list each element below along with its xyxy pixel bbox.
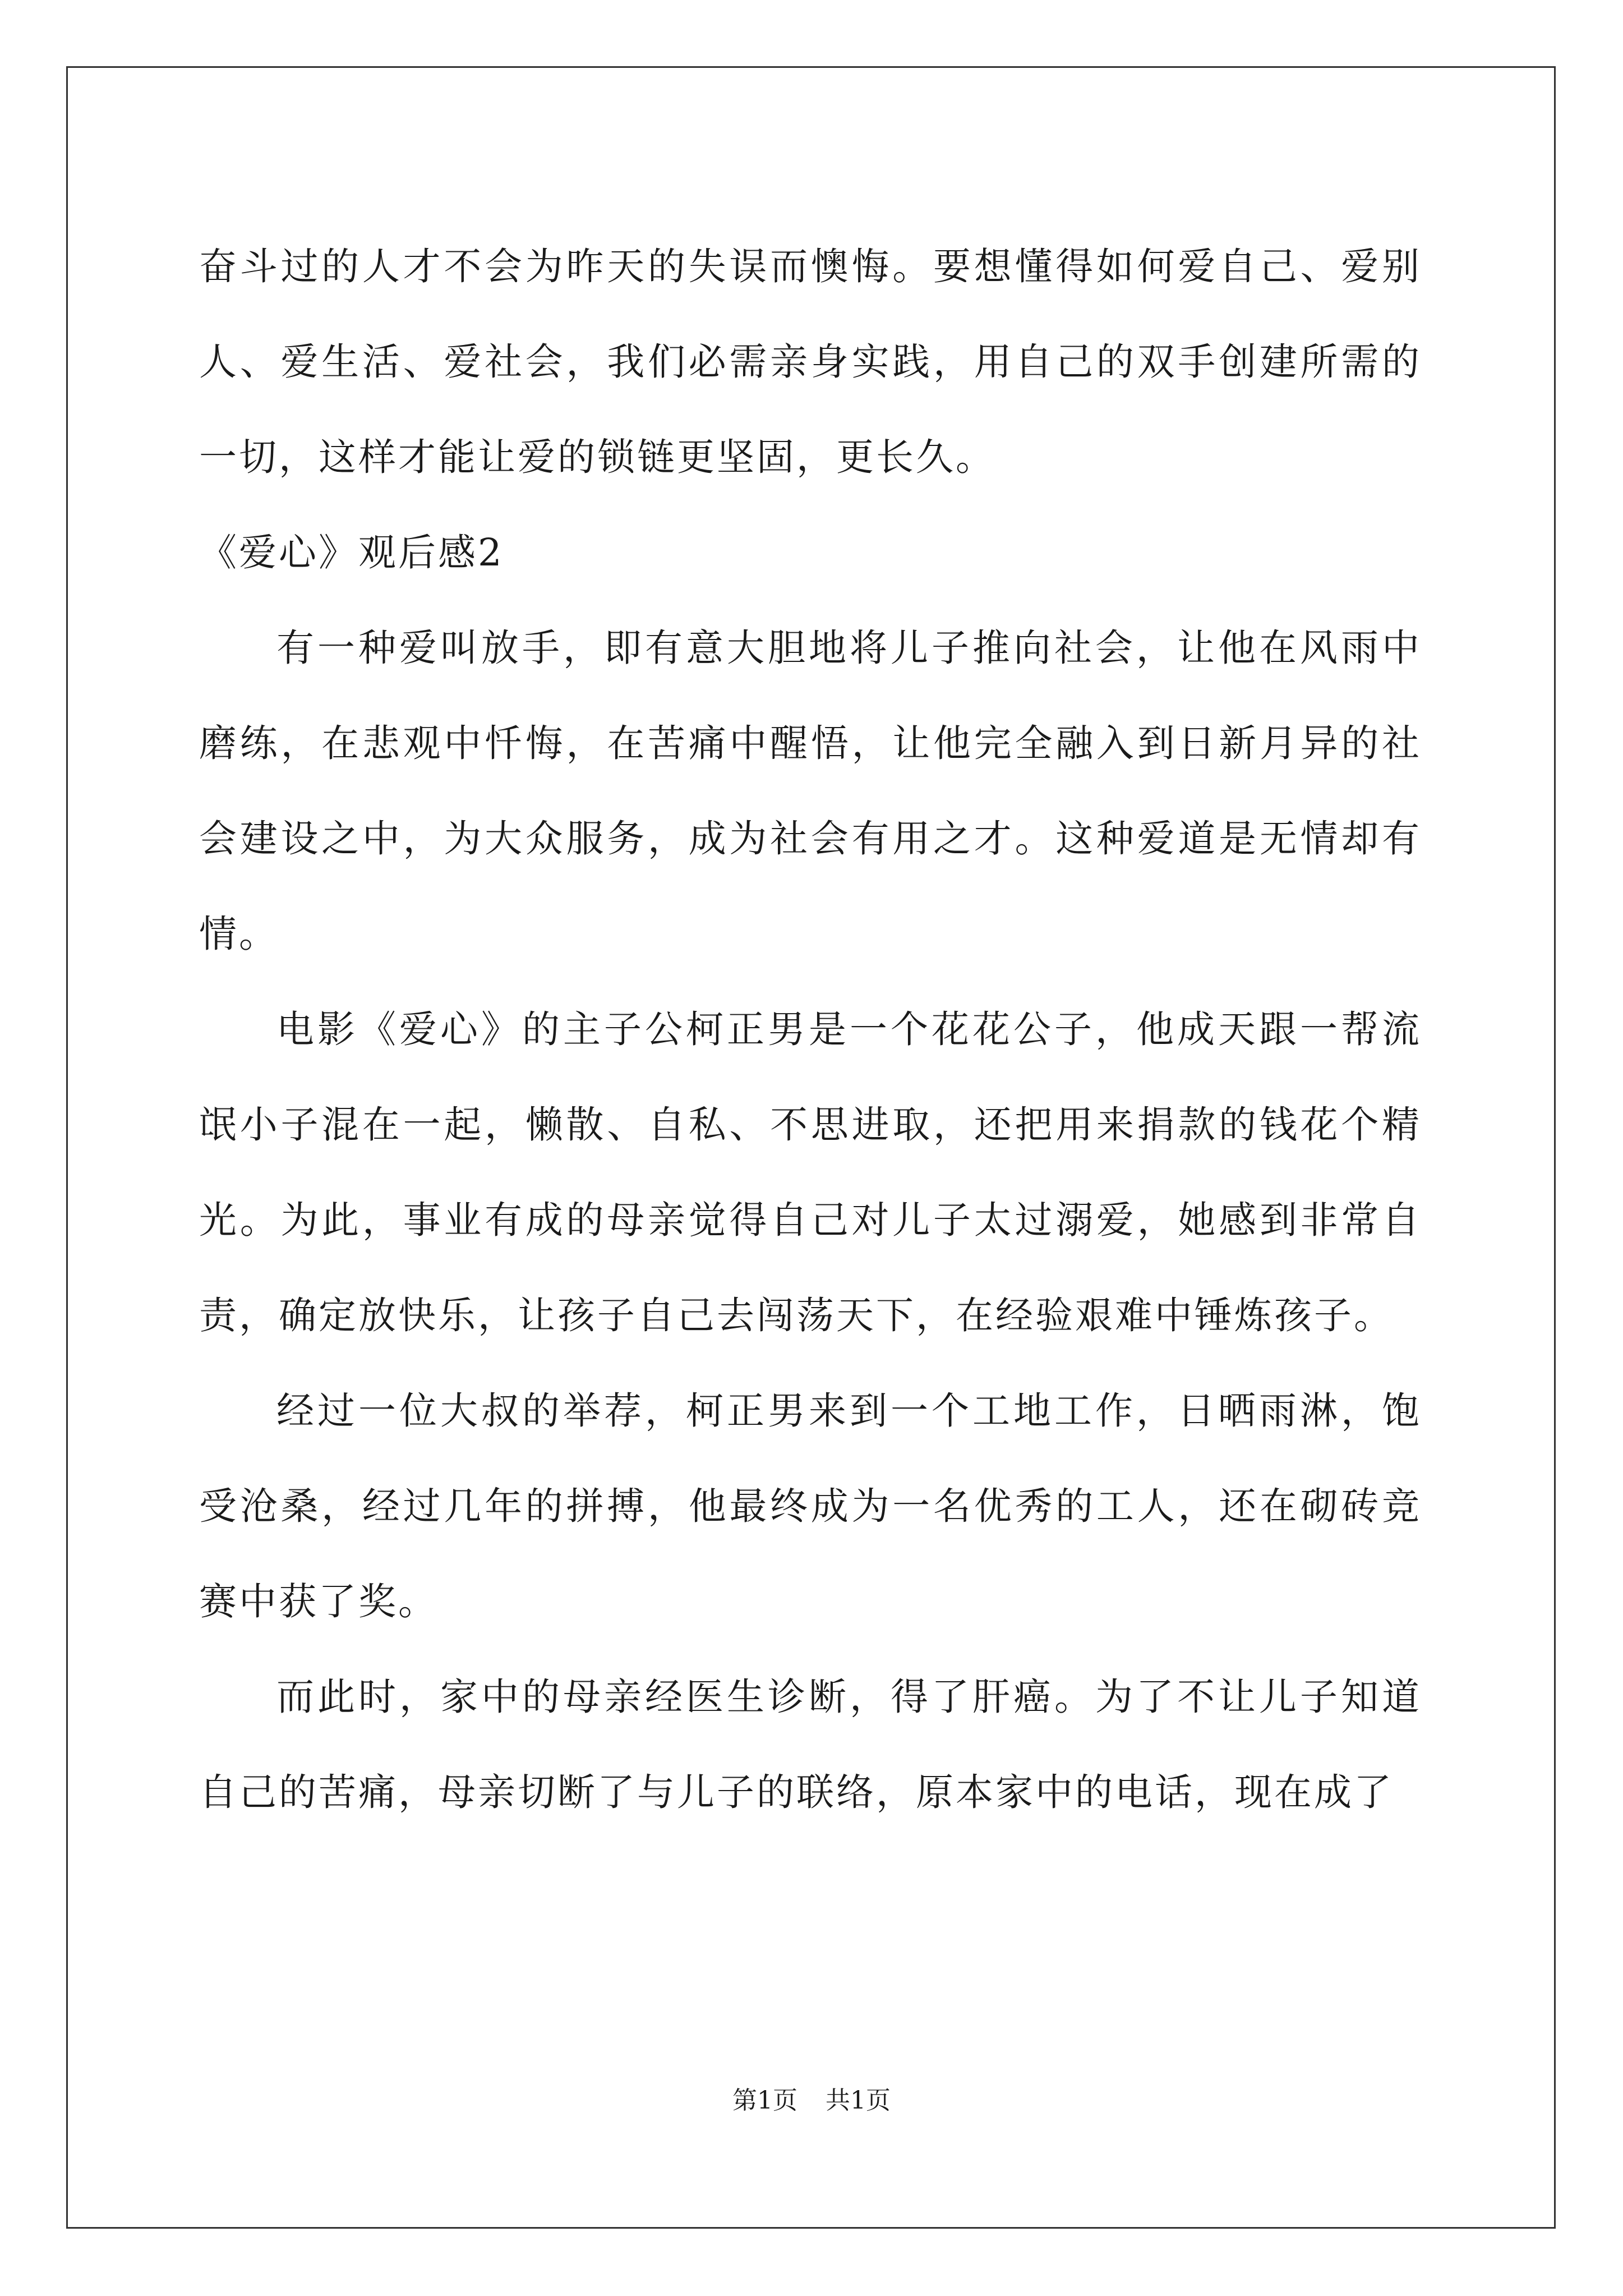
page-total: 共1页 bbox=[826, 2086, 891, 2115]
page-footer bbox=[0, 2084, 1623, 2118]
section-heading: 《爱心》观后感2 bbox=[199, 531, 504, 574]
paragraph: 有一种爱叫放手，即有意大胆地将儿子推向社会，让他在风雨中磨练，在悲观中忏悔，在苦痛中醒悟，让他完全融入到日新月异的社会建设之中，为大众服务，成为社会有用之才。这种爱道是无情却有情。 bbox=[199, 626, 1422, 956]
page-number: 第1页 bbox=[732, 2086, 797, 2115]
paragraph: 电影《爱心》的主子公柯正男是一个花花公子，他成天跟一帮流氓小子混在一起，懒散、自私、不思进取，还把用来捐款的钱花个精光。为此，事业有成的母亲觉得自己对儿子太过溺爱，她感到非常自责，确定放快乐，让孩子自己去闯荡天下，在经验艰难中锤炼孩子。 bbox=[199, 1007, 1422, 1337]
paragraph: 而此时，家中的母亲经医生诊断，得了肝癌。为了不让儿子知道自己的苦痛，母亲切断了与儿子的联络，原本家中的电话，现在成了 bbox=[199, 1675, 1422, 1814]
paragraph: 经过一位大叔的举荐，柯正男来到一个工地工作，日晒雨淋，饱受沧桑，经过几年的拼搏，他最终成为一名优秀的工人，还在砌砖竞赛中获了奖。 bbox=[199, 1389, 1422, 1623]
document-body bbox=[199, 219, 1422, 1840]
paragraph-continuation: 奋斗过的人才不会为昨天的失误而懊悔。要想懂得如何爱自己、爱别人、爱生活、爱社会，我们必需亲身实践，用自己的双手创建所需的一切，这样才能让爱的锁链更坚固，更长久。 bbox=[199, 245, 1422, 479]
